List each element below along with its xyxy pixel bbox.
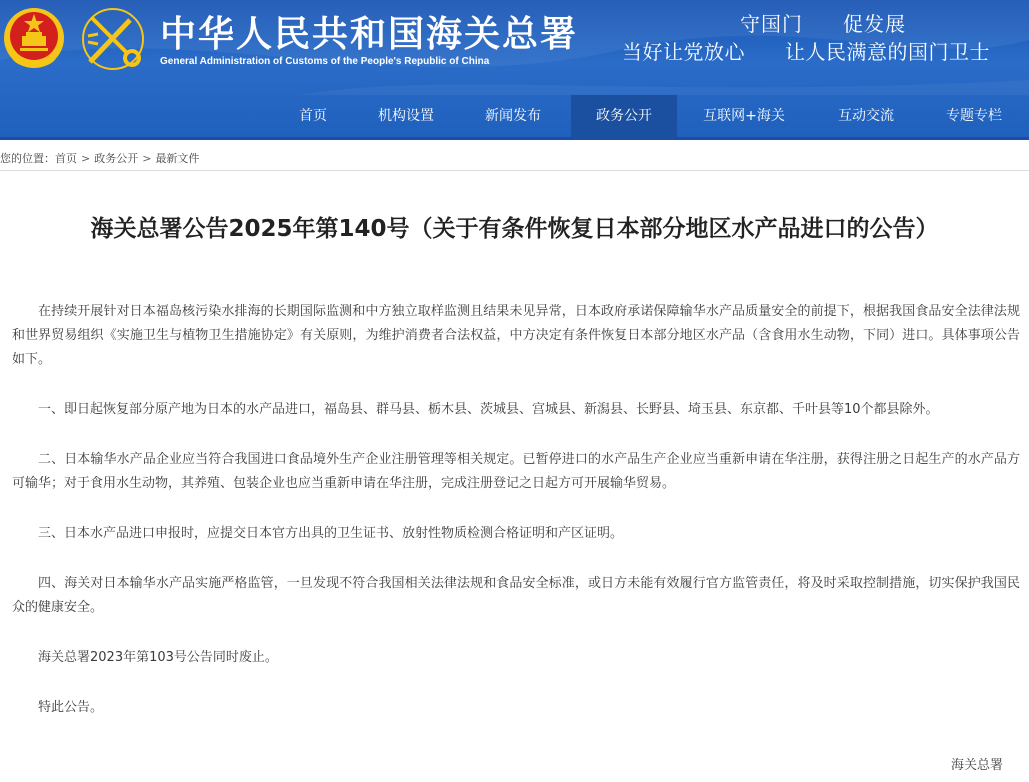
article-paragraph-item-4: 四、海关对日本输华水产品实施严格监管，一旦发现不符合我国相关法律法规和食品安全标准，或日方未能有效履行官方监管责任，将及时采取控制措施，切实保护我国民众的健康安全。 xyxy=(12,576,1020,615)
nav-item-government-affairs[interactable]: 政务公开 xyxy=(571,95,677,137)
article-paragraph-repeal: 海关总署2023年第103号公告同时废止。 xyxy=(38,650,278,665)
nav-item-internet-customs[interactable]: 互联网+海关 xyxy=(703,108,785,124)
slogan-text: 让人民满意的国门卫士 xyxy=(785,40,990,64)
slogan-line-1 xyxy=(740,8,946,37)
nav-item-interaction[interactable]: 互动交流 xyxy=(838,108,894,124)
breadcrumb xyxy=(0,150,199,166)
slogan-text: 当好让党放心 xyxy=(622,40,745,64)
site-header xyxy=(0,0,1029,140)
article-paragraph-item-1: 一、即日起恢复部分原产地为日本的水产品进口，福岛县、群马县、栃木县、茨城县、宫城县、新潟县、长野县、埼玉县、东京都、千叶县等10个都县除外。 xyxy=(38,402,939,417)
article-body xyxy=(12,300,1020,720)
nav-item-news[interactable]: 新闻发布 xyxy=(485,108,541,124)
article-paragraph-item-2: 二、日本输华水产品企业应当符合我国进口食品境外生产企业注册管理等相关规定。已暂停进口的水产品生产企业应当重新申请在华注册，获得注册之日起生产的水产品方可输华；对于食用水生动物，其养殖、包装企业也应当重新申请在华注册，完成注册登记之日起方可开展输华贸易。 xyxy=(12,452,1020,491)
national-emblem-icon xyxy=(2,4,66,72)
nav-item-home[interactable]: 首页 xyxy=(299,108,327,124)
article-paragraph-item-3: 三、日本水产品进口申报时，应提交日本官方出具的卫生证书、放射性物质检测合格证明和产区证明。 xyxy=(38,526,624,541)
breadcrumb-separator: > xyxy=(142,152,152,165)
site-title[interactable]: 中华人民共和国海关总署 xyxy=(160,13,579,55)
article-paragraph-closing: 特此公告。 xyxy=(38,700,104,715)
article-paragraph-intro: 在持续开展针对日本福岛核污染水排海的长期国际监测和中方独立取样监测且结果未见异常，日本政府承诺保障输华水产品质量安全的前提下，根据我国食品安全法律法规和世界贸易组织《实施卫生与植物卫生措施协定》有关原则，为维护消费者合法权益，中方决定有条件恢复日本部分地区水产品（含食用水生动物，下同）进口。具体事项公告如下。 xyxy=(12,304,1020,367)
nav-item-special-topics[interactable]: 专题专栏 xyxy=(946,108,1002,124)
customs-key-logo-icon xyxy=(80,6,146,72)
article-signature: 海关总署 xyxy=(950,758,1003,773)
slogan-line-2 xyxy=(622,36,990,65)
content-divider xyxy=(0,170,1029,171)
site-subtitle: General Administration of Customs of the People's Republic of China xyxy=(160,56,490,67)
breadcrumb-prefix: 您的位置： xyxy=(0,152,55,165)
slogan-text: 守国门 xyxy=(740,12,803,36)
breadcrumb-government-affairs-link[interactable]: 政务公开 xyxy=(94,152,139,165)
breadcrumb-separator: > xyxy=(81,152,91,165)
article-title: 海关总署公告2025年第140号（关于有条件恢复日本部分地区水产品进口的公告） xyxy=(90,216,939,242)
main-navbar xyxy=(0,95,1029,137)
header-bottom-bar xyxy=(0,137,1029,140)
slogan-text: 促发展 xyxy=(843,12,906,36)
breadcrumb-home-link[interactable]: 首页 xyxy=(55,152,77,165)
nav-item-organization[interactable]: 机构设置 xyxy=(378,108,434,124)
breadcrumb-latest-documents-link[interactable]: 最新文件 xyxy=(155,152,200,165)
